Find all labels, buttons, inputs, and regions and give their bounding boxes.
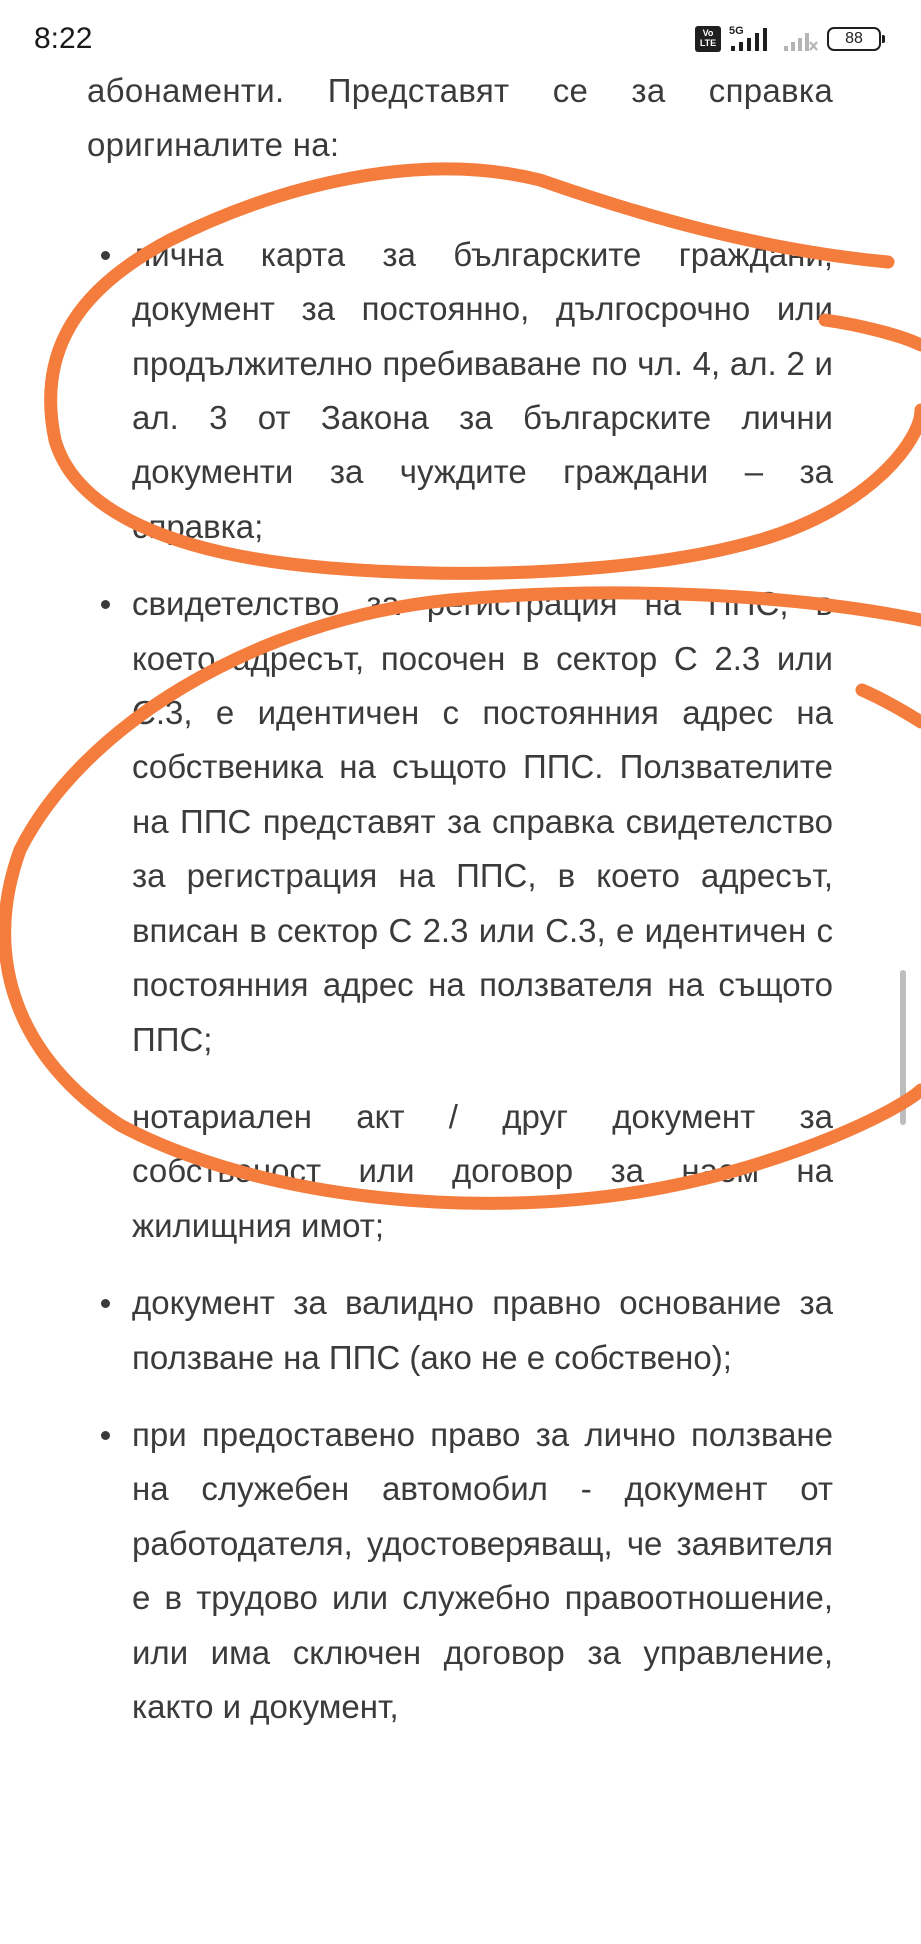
list-item: свидетелство за регистрация на ППС, в което адресът, посочен в сектор С 2.3 или С.3, е идентичен с постоянния адрес на собственика на същото ППС. Ползвателите на ППС представят за справка свидетелство за регистрация на ППС, в което адресът, вписан в сектор С 2.3 или С.3, е идентичен с постоянния адрес на ползвателя на същото ППС; [87, 577, 833, 1067]
intro-paragraph: абонаменти. Представят се за справка оригиналите на: [87, 72, 833, 164]
list-item: нотариален акт / друг документ за собственост или договор за наем на жилищния имот; [87, 1090, 833, 1253]
status-icons [695, 22, 881, 56]
battery-icon: 88 [827, 27, 881, 51]
volte-icon: Vo LTE [695, 26, 721, 52]
list-item: документ за валидно правно основание за ползване на ППС (ако не е собствено); [87, 1276, 833, 1385]
signal-5g-icon [729, 24, 775, 54]
annotation-tail-second-item [862, 690, 921, 722]
list-item: при предоставено право за лично ползване на служебен автомобил - документ от работодателя, удостоверяващ, че заявителя е в трудово или служебно правоотношение, или има сключен договор за управление, както и документ, [87, 1408, 833, 1734]
scrollbar-thumb[interactable] [900, 970, 906, 1125]
signal-sim2-icon [783, 24, 819, 54]
clock: 8:22 [34, 22, 93, 55]
annotation-tail-first-item [825, 320, 921, 345]
article-body [87, 64, 833, 1757]
list-item: лична карта за българските граждани; документ за постоянно, дългосрочно или продължително пребиваване по чл. 4, ал. 2 и ал. 3 от Закона за българските лични документи за чуждите граждани – за справка; [87, 228, 833, 554]
required-documents-list [87, 228, 833, 1735]
network-type-label: 5G [729, 25, 744, 37]
